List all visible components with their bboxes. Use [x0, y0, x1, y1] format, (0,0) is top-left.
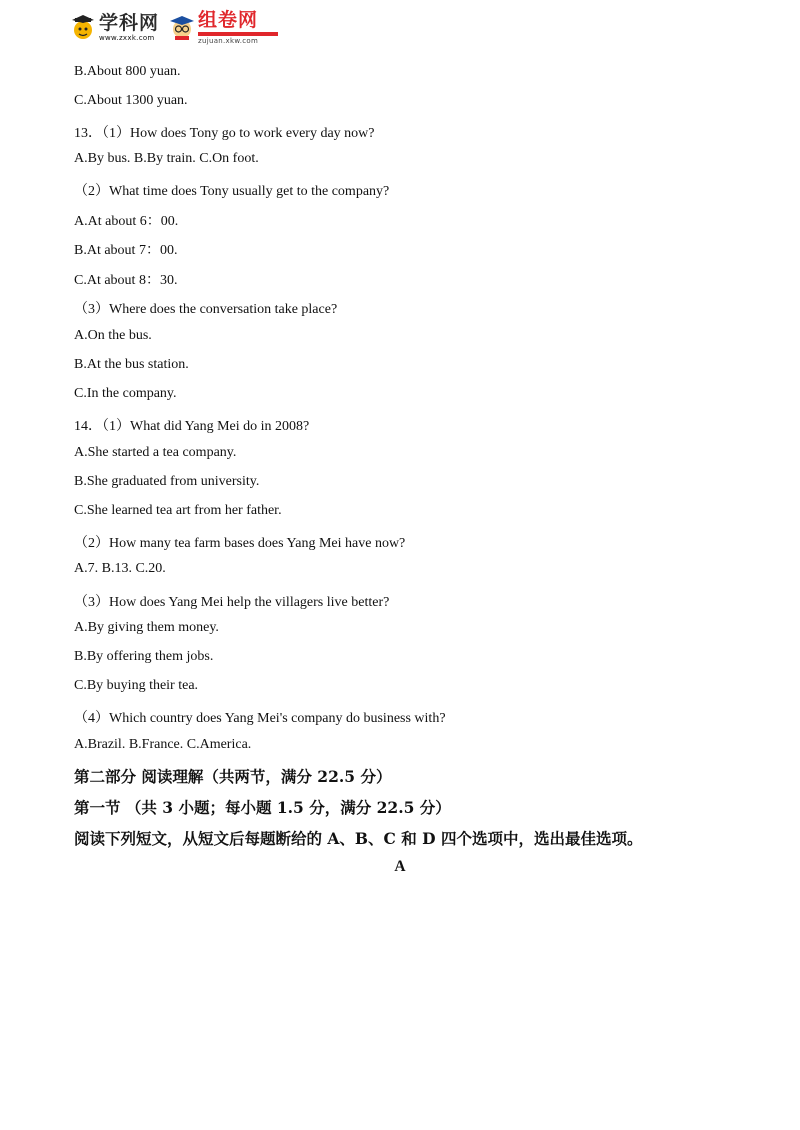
logo1-name: 学科网 [99, 12, 160, 34]
zujuanwang-logo [169, 11, 278, 45]
xuekewang-logo [70, 14, 159, 42]
question-line: （3）How does Yang Mei help the villagers live better? [74, 595, 390, 610]
option-line: A.She started a tea company. [74, 445, 237, 460]
option-line: C.At about 8：30. [74, 273, 178, 288]
student-icon [169, 15, 195, 41]
passage-letter: A [394, 858, 406, 875]
subsection-heading: 第一节 （共 3 小题；每小题 1.5 分，满分 22.5 分） [74, 798, 451, 817]
option-line: C.In the company. [74, 386, 177, 401]
logo2-url: zujuan.xkw.com [198, 37, 259, 45]
option-line: A.Brazil. B.France. C.America. [74, 737, 252, 752]
option-line: B.About 800 yuan. [74, 64, 181, 79]
option-line: A.On the bus. [74, 328, 152, 343]
option-line: A.At about 6：00. [74, 214, 179, 229]
option-line: B.At about 7：00. [74, 243, 178, 258]
option-line: C.About 1300 yuan. [74, 93, 188, 108]
section-heading: 第二部分 阅读理解（共两节，满分 22.5 分） [74, 767, 392, 786]
question-line: （3）Where does the conversation take place? [74, 302, 338, 317]
logo2-tag-bar [198, 32, 278, 36]
option-line: B.At the bus station. [74, 357, 189, 372]
option-line: B.She graduated from university. [74, 474, 260, 489]
instruction-heading: 阅读下列短文，从短文后每题断给的 A、B、C 和 D 四个选项中，选出最佳选项。 [74, 829, 643, 848]
option-line: A.By giving them money. [74, 620, 219, 635]
page-header [70, 10, 288, 46]
question-line: （2）How many tea farm bases does Yang Mei have now? [74, 536, 406, 551]
logo2-name: 组卷网 [198, 9, 259, 31]
question-line: 13．（1）How does Tony go to work every day now? [74, 126, 375, 141]
question-line: 14．（1）What did Yang Mei do in 2008? [74, 419, 310, 434]
option-line: C.By buying their tea. [74, 678, 199, 693]
question-line: （4）Which country does Yang Mei's company do business with? [74, 711, 446, 726]
option-line: A.7. B.13. C.20. [74, 561, 166, 576]
mascot-icon [70, 15, 96, 41]
option-line: C.She learned tea art from her father. [74, 503, 282, 518]
logo1-url: www.zxxk.com [99, 34, 155, 42]
option-line: B.By offering them jobs. [74, 649, 214, 664]
question-line: （2）What time does Tony usually get to the company? [74, 184, 390, 199]
option-line: A.By bus. B.By train. C.On foot. [74, 151, 259, 166]
